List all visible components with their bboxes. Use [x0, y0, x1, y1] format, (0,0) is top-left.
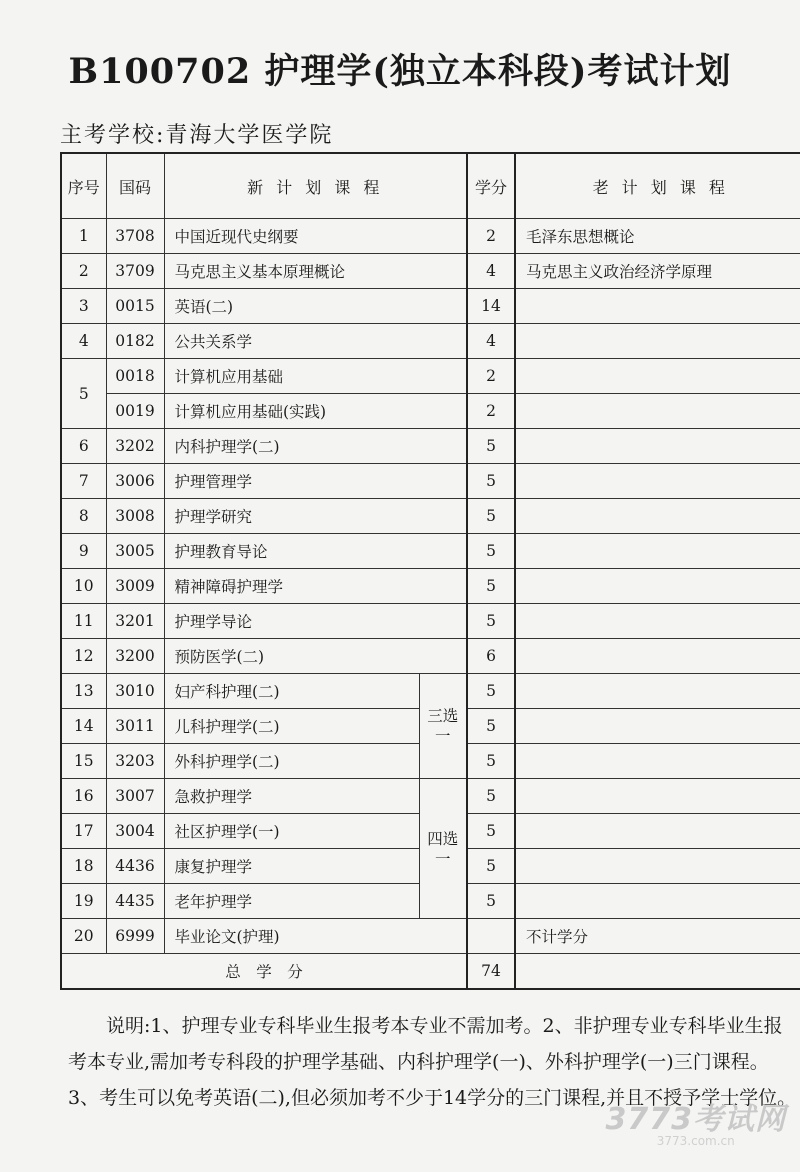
cell-code: 3202: [106, 429, 164, 464]
table-row: [61, 429, 800, 464]
cell-seq: 13: [61, 674, 106, 709]
cell-course: 中国近现代史纲要: [164, 219, 467, 254]
cell-course: 妇产科护理(二): [164, 674, 419, 709]
total-label: 总 学 分: [61, 954, 467, 990]
total-value: 74: [467, 954, 515, 990]
cell-credit: 5: [467, 499, 515, 534]
table-row: [61, 569, 800, 604]
cell-old-course: [515, 639, 800, 674]
cell-code: 6999: [106, 919, 164, 954]
cell-seq: 6: [61, 429, 106, 464]
cell-course: 计算机应用基础(实践): [164, 394, 467, 429]
cell-course: 计算机应用基础: [164, 359, 467, 394]
cell-old-course: [515, 849, 800, 884]
cell-code: 3009: [106, 569, 164, 604]
cell-credit: 14: [467, 289, 515, 324]
cell-seq: 20: [61, 919, 106, 954]
cell-course: 急救护理学: [164, 779, 419, 814]
cell-course: 英语(二): [164, 289, 467, 324]
cell-seq: 19: [61, 884, 106, 919]
cell-code: 3007: [106, 779, 164, 814]
cell-credit: 5: [467, 674, 515, 709]
cell-course: 康复护理学: [164, 849, 419, 884]
cell-course: 外科护理学(二): [164, 744, 419, 779]
cell-seq: 9: [61, 534, 106, 569]
exam-school: 主考学校:青海大学医学院: [60, 123, 334, 148]
watermark-url: 3773.com.cn: [656, 1134, 735, 1148]
cell-code: 3708: [106, 219, 164, 254]
cell-credit: 5: [467, 429, 515, 464]
site-watermark: [606, 1094, 787, 1148]
cell-code: 4435: [106, 884, 164, 919]
cell-course: 社区护理学(一): [164, 814, 419, 849]
cell-credit: 5: [467, 744, 515, 779]
cell-old-course: [515, 534, 800, 569]
cell-course: 公共关系学: [164, 324, 467, 359]
cell-credit: 5: [467, 569, 515, 604]
cell-credit: 5: [467, 709, 515, 744]
cell-old-course: 马克思主义政治经济学原理: [515, 254, 800, 289]
cell-seq: 15: [61, 744, 106, 779]
cell-old-course: [515, 289, 800, 324]
cell-credit: 5: [467, 534, 515, 569]
cell-course: 护理学研究: [164, 499, 467, 534]
table-row: [61, 919, 800, 954]
cell-old-course: [515, 429, 800, 464]
cell-old-course: [515, 744, 800, 779]
table-row: [61, 219, 800, 254]
cell-credit: 5: [467, 849, 515, 884]
cell-seq: 2: [61, 254, 106, 289]
cell-course: 老年护理学: [164, 884, 419, 919]
cell-old-course: [515, 394, 800, 429]
explanation-notes: 说明:1、护理专业专科毕业生报考本专业不需加考。2、非护理专业专科毕业生报考本专业,需加考专科段的护理学基础、内科护理学(一)、外科护理学(一)三门课程。3、考生可以免考英语(二),但必须加考不少于14学分的三门课程,并且不授予学士学位。: [68, 1015, 797, 1109]
cell-credit: 5: [467, 779, 515, 814]
cell-code: 3709: [106, 254, 164, 289]
header-seq: 序号: [61, 153, 106, 219]
cell-old-course: [515, 604, 800, 639]
table-row: [61, 324, 800, 359]
table-row: [61, 464, 800, 499]
cell-old-course: [515, 464, 800, 499]
cell-seq: 10: [61, 569, 106, 604]
cell-seq: 12: [61, 639, 106, 674]
cell-seq: 11: [61, 604, 106, 639]
cell-course: 儿科护理学(二): [164, 709, 419, 744]
cell-credit: 2: [467, 219, 515, 254]
cell-old-course: [515, 359, 800, 394]
cell-code: 3010: [106, 674, 164, 709]
cell-old-course: [515, 779, 800, 814]
cell-old-course: [515, 674, 800, 709]
header-new-course: 新 计 划 课 程: [164, 153, 467, 219]
header-code: 国码: [106, 153, 164, 219]
cell-course: 毕业论文(护理): [164, 919, 467, 954]
table-header-row: [61, 153, 800, 219]
cell-code: 0019: [106, 394, 164, 429]
cell-code: 3203: [106, 744, 164, 779]
exam-plan-table: [60, 152, 800, 990]
cell-seq: 5: [61, 359, 106, 429]
cell-credit: 5: [467, 464, 515, 499]
cell-credit: 5: [467, 814, 515, 849]
cell-old-course: [515, 324, 800, 359]
table-row: [61, 359, 800, 394]
cell-seq: 14: [61, 709, 106, 744]
cell-seq: 18: [61, 849, 106, 884]
cell-code: 3011: [106, 709, 164, 744]
cell-seq: 8: [61, 499, 106, 534]
cell-code: 0018: [106, 359, 164, 394]
watermark-logo: 3773考试网: [605, 1102, 786, 1137]
cell-code: 3008: [106, 499, 164, 534]
cell-old-course: 不计学分: [515, 919, 800, 954]
cell-code: 3005: [106, 534, 164, 569]
group-label-choose-one-of-three: 三选一: [419, 674, 467, 779]
cell-course: 精神障碍护理学: [164, 569, 467, 604]
cell-old-course: 毛泽东思想概论: [515, 219, 800, 254]
total-row: [61, 954, 800, 990]
cell-credit: 5: [467, 884, 515, 919]
cell-course: 护理教育导论: [164, 534, 467, 569]
table-row: [61, 254, 800, 289]
cell-credit: 4: [467, 324, 515, 359]
cell-credit: 5: [467, 604, 515, 639]
cell-credit: [467, 919, 515, 954]
cell-course: 马克思主义基本原理概论: [164, 254, 467, 289]
cell-course: 内科护理学(二): [164, 429, 467, 464]
cell-seq: 3: [61, 289, 106, 324]
header-old-course: 老 计 划 课 程: [515, 153, 800, 219]
cell-credit: 4: [467, 254, 515, 289]
table-row: [61, 604, 800, 639]
cell-code: 3201: [106, 604, 164, 639]
cell-credit: 6: [467, 639, 515, 674]
cell-old-course: [515, 814, 800, 849]
cell-course: 护理管理学: [164, 464, 467, 499]
cell-seq: 17: [61, 814, 106, 849]
table-row: [61, 779, 800, 814]
table-row: [61, 674, 800, 709]
cell-seq: 4: [61, 324, 106, 359]
header-credit: 学分: [467, 153, 515, 219]
table-row: [61, 394, 800, 429]
cell-code: 3004: [106, 814, 164, 849]
cell-course: 护理学导论: [164, 604, 467, 639]
table-row: [61, 639, 800, 674]
cell-code: 3006: [106, 464, 164, 499]
cell-code: 4436: [106, 849, 164, 884]
cell-credit: 2: [467, 394, 515, 429]
cell-code: 3200: [106, 639, 164, 674]
cell-old-course: [515, 884, 800, 919]
table-row: [61, 289, 800, 324]
page-title: B100702 护理学(独立本科段)考试计划: [68, 51, 732, 92]
group-label-choose-one-of-four: 四选一: [419, 779, 467, 919]
cell-course: 预防医学(二): [164, 639, 467, 674]
table-row: [61, 534, 800, 569]
cell-old-course: [515, 709, 800, 744]
table-row: [61, 499, 800, 534]
cell-empty: [515, 954, 800, 990]
cell-code: 0015: [106, 289, 164, 324]
cell-seq: 1: [61, 219, 106, 254]
cell-code: 0182: [106, 324, 164, 359]
cell-credit: 2: [467, 359, 515, 394]
cell-seq: 16: [61, 779, 106, 814]
cell-old-course: [515, 569, 800, 604]
cell-old-course: [515, 499, 800, 534]
cell-seq: 7: [61, 464, 106, 499]
